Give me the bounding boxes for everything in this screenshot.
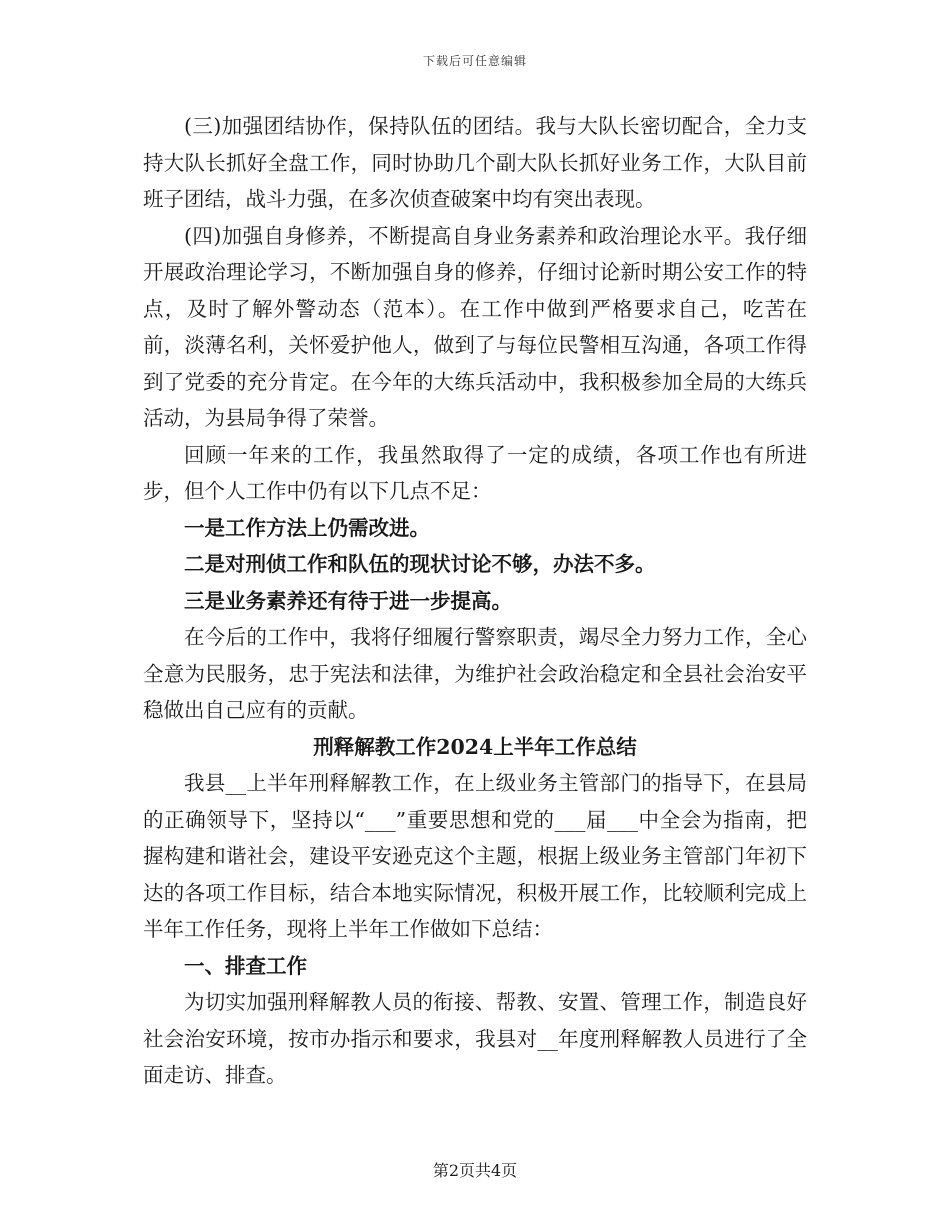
shortcoming-3: 三是业务素养还有待于进一步提高。: [184, 588, 512, 613]
document-body: [143, 108, 807, 1094]
paragraph-future: 在今后的工作中，我将仔细履行警察职责，竭尽全力努力工作，全心全意为民服务，忠于宪法和法律，为维护社会政治稳定和全县社会治安平稳做出自己应有的贡献。: [143, 625, 807, 722]
page-footer: 第2页共4页: [432, 1161, 518, 1180]
section-title: 刑释解教工作2024上半年工作总结: [313, 734, 637, 759]
paragraph-intro: 我县__上半年刑释解教工作，在上级业务主管部门的指导下，在县局的正确领导下，坚持以“___”重要思想和党的___届___中全会为指南，把握构建和谐社会，建设平安逊克这个主题，根据上级业务主管部门年初下达的各项工作目标，结合本地实际情况，积极开展工作，比较顺利完成上半年工作任务，现将上半年工作做如下总结：: [143, 771, 807, 941]
paragraph-self-cultivation: (四)加强自身修养，不断提高自身业务素养和政治理论水平。我仔细开展政治理论学习，不断加强自身的修养，仔细讨论新时期公安工作的特点，及时了解外警动态（范本）。在工作中做到严格要求自己，吃苦在前，淡薄名利，关怀爱护他人，做到了与每位民警相互沟通，各项工作得到了党委的充分肯定。在今年的大练兵活动中，我积极参加全局的大练兵活动，为县局争得了荣誉。: [143, 223, 807, 430]
shortcoming-2: 二是对刑侦工作和队伍的现状讨论不够，办法不多。: [184, 552, 656, 576]
paragraph-unity: (三)加强团结协作，保持队伍的团结。我与大队长密切配合，全力支持大队长抓好全盘工作，同时协助几个副大队长抓好业务工作，大队目前班子团结，战斗力强，在多次侦查破案中均有突出表现。: [143, 114, 807, 211]
paragraph-review: 回顾一年来的工作，我虽然取得了一定的成绩，各项工作也有所进步，但个人工作中仍有以下几点不足：: [143, 442, 807, 503]
heading-investigation: 一、排查工作: [184, 953, 307, 978]
shortcoming-1: 一是工作方法上仍需改进。: [184, 515, 430, 540]
page-header-note: 下载后可任意编辑: [422, 54, 527, 68]
paragraph-investigation: 为切实加强刑释解教人员的衔接、帮教、安置、管理工作，制造良好社会治安环境，按市办指示和要求，我县对__年度刑释解教人员进行了全面走访、排查。: [143, 990, 807, 1087]
